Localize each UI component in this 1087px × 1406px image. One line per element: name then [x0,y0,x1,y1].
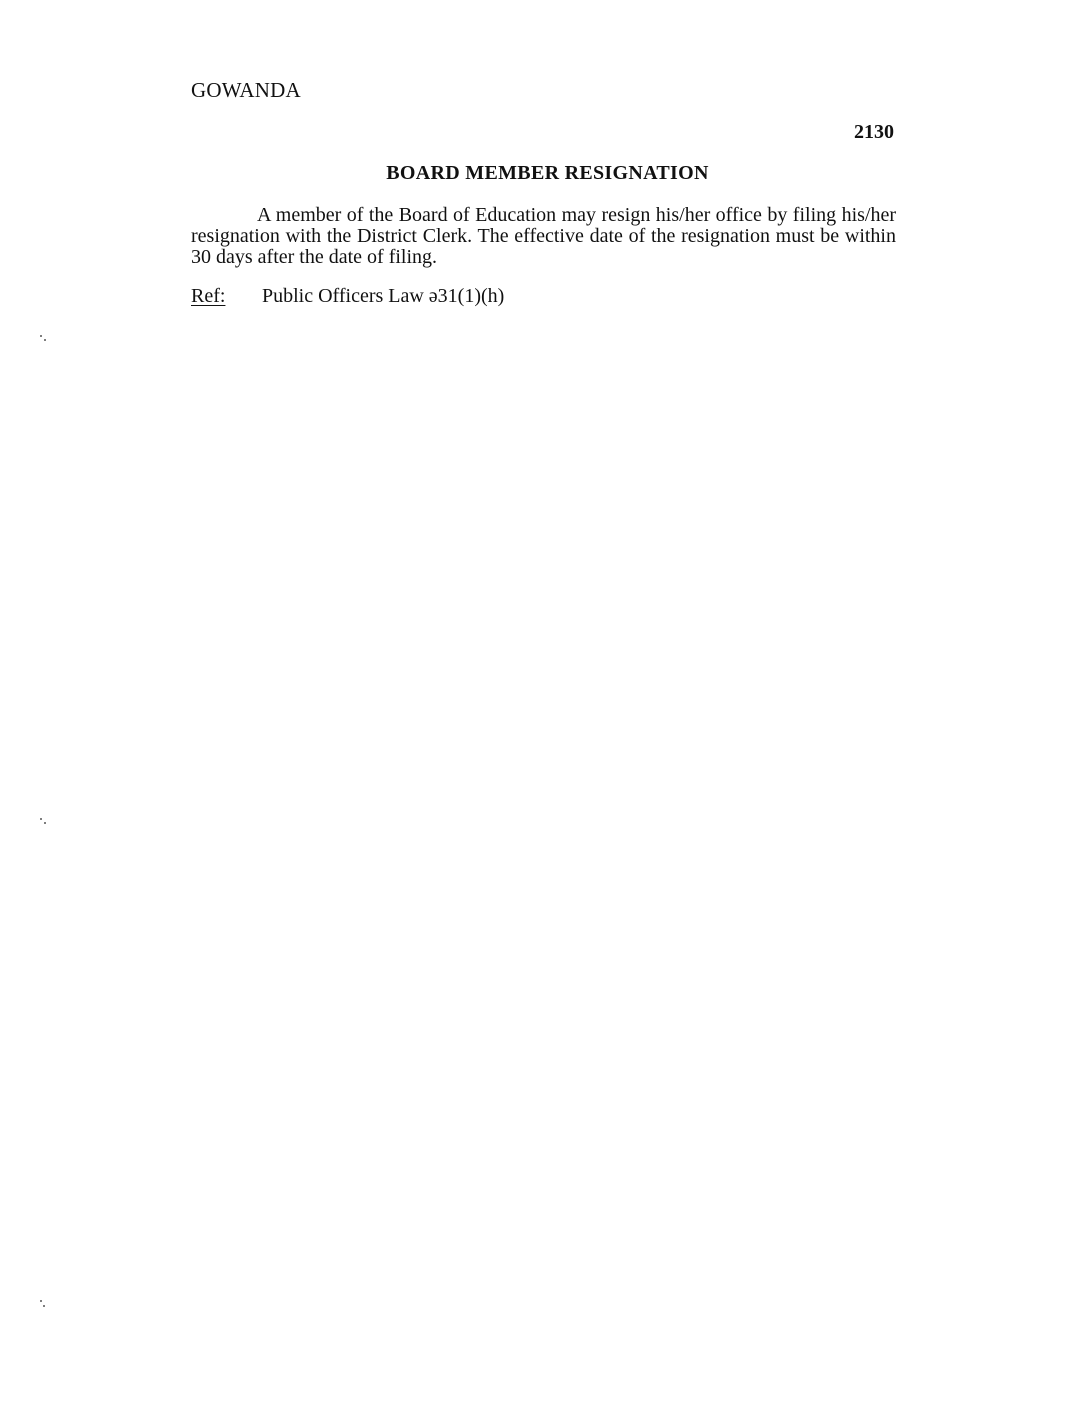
scan-speck [43,1305,45,1307]
reference-label: Ref: [191,285,226,307]
policy-body: A member of the Board of Education may resign his/her office by filing his/her resignation with the District Clerk. The effective date of the resignation must be within 30 days after the date of filing. [191,204,896,268]
policy-number: 2130 [854,121,894,143]
district-name: GOWANDA [191,78,301,102]
reference-row [191,285,504,308]
scan-speck [40,1300,42,1302]
scan-speck [40,818,42,820]
scan-speck [40,335,42,337]
reference-text: Public Officers Law ə31(1)(h) [262,285,505,307]
scan-speck [44,339,46,341]
scan-speck [44,822,46,824]
policy-title: BOARD MEMBER RESIGNATION [386,162,709,184]
